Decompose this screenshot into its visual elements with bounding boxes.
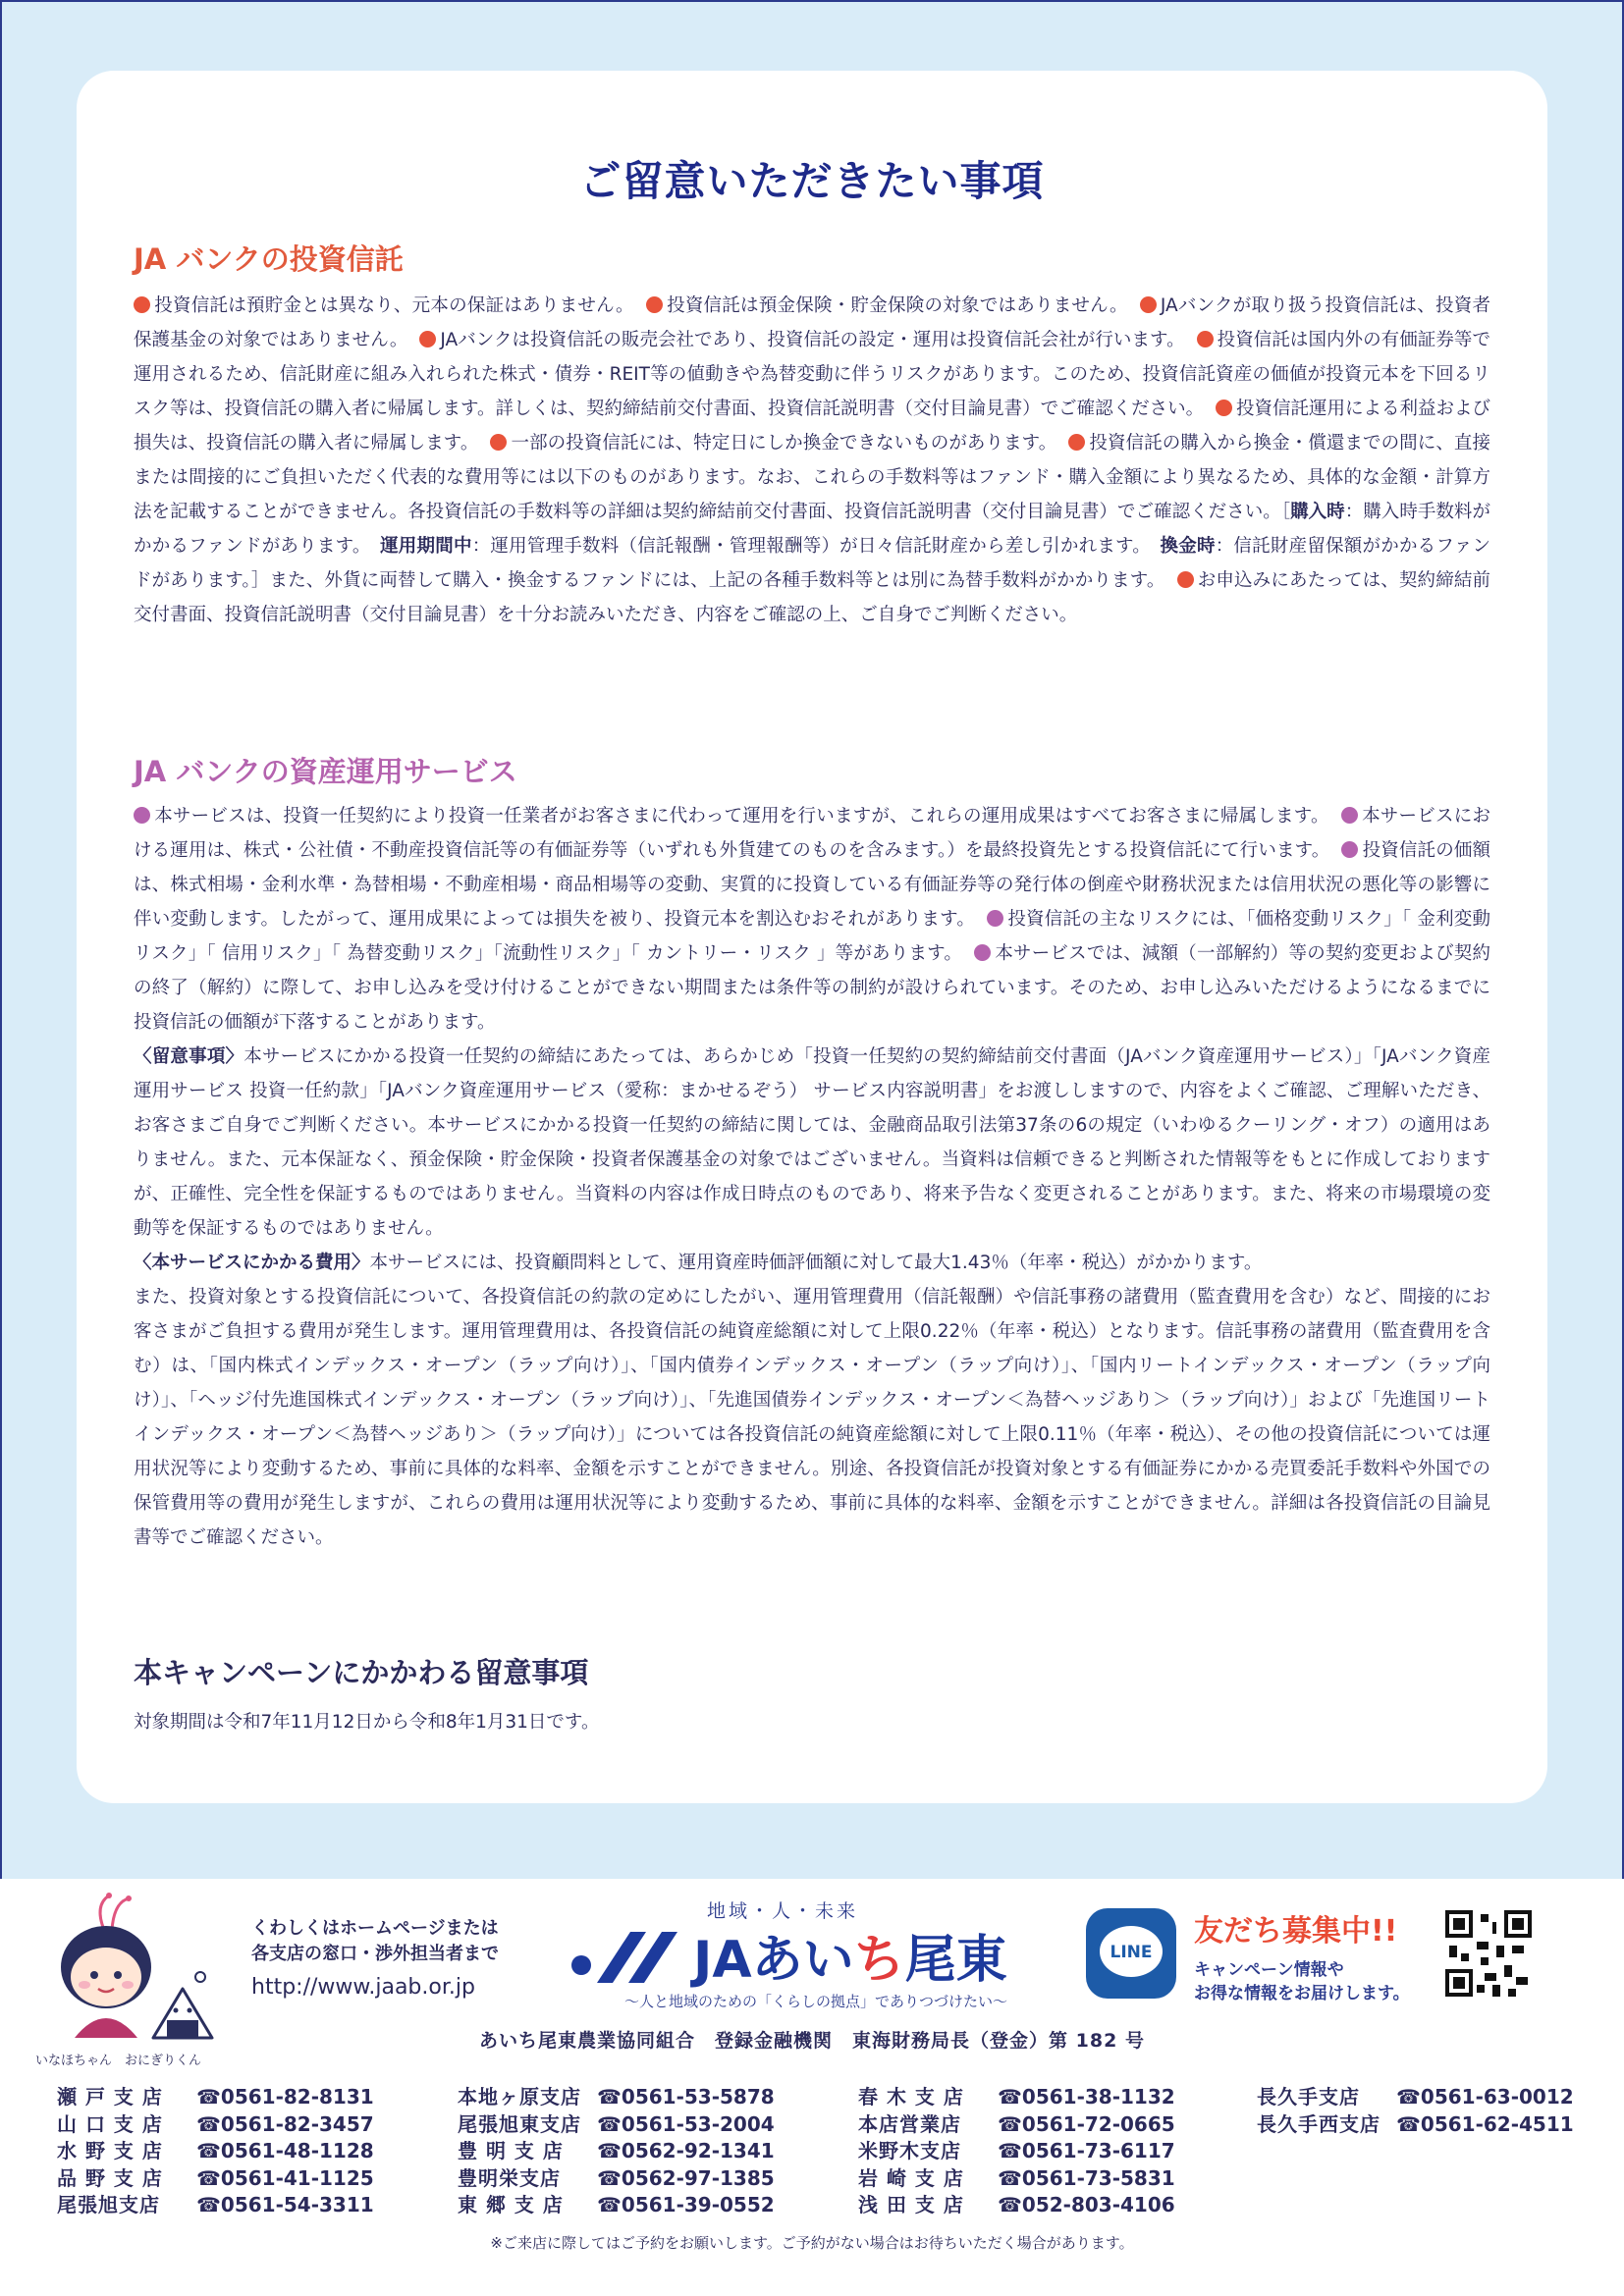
branch-row — [1257, 2081, 1574, 2109]
bullet-icon — [1341, 841, 1358, 858]
bullet-icon — [1140, 296, 1157, 313]
friends-sub-line2: お得な情報をお届けします。 — [1194, 1984, 1410, 2003]
bullet-icon — [1197, 331, 1214, 347]
logo-name-part: 尾東 — [904, 1931, 1007, 1990]
branch-row — [57, 2081, 374, 2109]
cost-label: 〈本サービスにかかる費用〉 — [134, 1253, 370, 1273]
note-text: 本サービスは、投資一任契約により投資一任業者がお客さまに代わって運用を行いますが、これらの運用成果はすべてお客さまに帰属します。 — [154, 806, 1329, 827]
ja-mark-icon — [568, 1926, 685, 1985]
branch-row — [458, 2109, 775, 2136]
branch-row — [858, 2081, 1175, 2109]
branch-directory — [0, 2081, 1624, 2218]
branch-name: 岩 崎 支 店 — [858, 2165, 964, 2190]
note-text: JAバンクが取り扱う投資信託は、投資者保護基金の対象ではありません。 — [134, 295, 1490, 350]
investment-trust-notes — [134, 289, 1490, 632]
logo-name-part: JAあい — [693, 1931, 854, 1990]
fee-text-holding: ：運用管理手数料（信託報酬・管理報酬等）が日々信託財産から差し引かれます。 — [471, 536, 1161, 557]
branch-row — [57, 2109, 374, 2136]
branch-phone[interactable]: ☎0561-39-0552 — [597, 2193, 775, 2216]
page-title: ご留意いただきたい事項 — [579, 157, 1045, 205]
branch-row — [57, 2189, 374, 2216]
branch-phone[interactable]: ☎0561-54-3311 — [196, 2193, 374, 2216]
bullet-icon — [134, 807, 150, 824]
fee-label-purchase: 購入時 — [1290, 502, 1345, 522]
branch-phone[interactable]: ☎0561-72-0665 — [998, 2111, 1175, 2136]
bullet-icon — [1068, 434, 1085, 451]
branch-phone[interactable]: ☎0561-48-1128 — [196, 2139, 374, 2163]
branch-name: 豊 明 支 店 — [458, 2139, 564, 2163]
branch-name: 春 木 支 店 — [858, 2085, 964, 2109]
website-link[interactable]: http://www.jaab.or.jp — [251, 1975, 475, 2000]
branch-row — [858, 2163, 1175, 2190]
branch-phone[interactable]: ☎0561-53-2004 — [597, 2111, 775, 2136]
note-text: 投資信託は国内外の有価証券等で運用されるため、信託財産に組み入れられた株式・債券・REIT等の値動きや為替変動に伴うリスクがあります。このため、投資信託資産の価値が投資元本を下回るリスク等は、投資信託の購入者に帰属します。詳しくは、契約締結前交付書面、投資信託説明書（交付目論見書）でご確認ください。 — [134, 330, 1490, 419]
branch-name: 浅 田 支 店 — [858, 2193, 964, 2216]
note-text: 投資信託運用による利益および損失は、投資信託の購入者に帰属します。 — [134, 399, 1490, 454]
friends-recruiting-title: 友だち募集中!! — [1194, 1914, 1398, 1949]
bullet-icon — [1341, 807, 1358, 824]
fee-label-redeem: 換金時 — [1160, 536, 1216, 557]
branch-row — [458, 2135, 775, 2163]
line-app-icon[interactable] — [1086, 1908, 1176, 1999]
cost-detail-text: また、投資対象とする投資信託について、各投資信託の約款の定めにしたがい、運用管理費用（信託報酬）や信託事務の諸費用（監査費用を含む）など、間接的にお客さまがご負担する費用が発生します。運用管理費用は、各投資信託の純資産総額に対して上限0.22％（年率・税込）となります。信託事務の諸費用（監査費用を含む）は、「国内株式インデックス・オープン（ラップ向け）」、「国内債券インデックス・オープン（ラップ向け）」、「国内リートインデックス・オープン（ラップ向け）」、「ヘッジ付先進国株式インデックス・オープン（ラップ向け）」、「先進国債券インデックス・オープン＜為替ヘッジあり＞（ラップ向け）」および「先進国リートインデックス・オープン＜為替ヘッジあり＞（ラップ向け）」については各投資信託の純資産総額に対して上限0.11％（年率・税込）、その他の投資信託については運用状況等により変動するため、事前に具体的な料率、金額を示すことができません。別途、各投資信託が投資対象とする有価証券にかかる売買委託手数料や外国での保管費用等の費用が発生しますが、これらの費用は運用状況等により変動するため、事前に具体的な料率、金額を示すことができません。詳細は各投資信託の目論見書等でご確認ください。 — [134, 1287, 1490, 1548]
bullet-icon — [490, 434, 507, 451]
branch-row — [858, 2135, 1175, 2163]
branch-row — [458, 2163, 775, 2190]
note-text: 本サービスにおける運用は、株式・公社債・不動産投資信託等の有価証券等（いずれも外貨建てのものを含みます。）を最終投資先とする投資信託にて行います。 — [134, 806, 1490, 861]
cost-text: 本サービスには、投資顧問料として、運用資産時価評価額に対して最大1.43％（年率・税込）がかかります。 — [369, 1253, 1263, 1273]
bullet-icon — [646, 296, 663, 313]
note-text: 投資信託の購入から換金・償還までの間に、直接または間接的にご負担いただく代表的な費用等には以下のものがあります。なお、これらの手数料等はファンド・購入金額により異なるため、具体的な金額・計算方法を記載することができません。各投資信託の手数料等の詳細は契約締結前交付書面、投資信託説明書（交付目論見書）でご確認ください。［ — [134, 433, 1490, 522]
branch-row — [458, 2081, 775, 2109]
note-text: 投資信託の主なリスクには、「価格変動リスク」「 金利変動リスク」「 信用リスク」「 為替変動リスク」「流動性リスク」「 カントリー・リスク 」等があります。 — [134, 909, 1490, 964]
asset-management-notes — [134, 799, 1490, 1555]
branch-name: 水 野 支 店 — [57, 2139, 163, 2163]
branch-phone[interactable]: ☎0561-53-5878 — [597, 2085, 775, 2109]
branch-phone[interactable]: ☎0561-73-5831 — [998, 2165, 1175, 2190]
branch-name: 尾張旭東支店 — [458, 2111, 581, 2136]
bullet-icon — [419, 331, 436, 347]
notice-text: 本サービスにかかる投資一任契約の締結にあたっては、あらかじめ「投資一任契約の契約締結前交付書面（JAバンク資産運用サービス）」「JAバンク資産運用サービス 投資一任約款」「JAバンク資産運用サービス（愛称：まかせるぞう） サービス内容説明書」をお渡ししますので、内容をよくご確認、ご理解いただき、お客さまご自身でご判断ください。本サービスにかかる投資一任契約の締結に関しては、金融商品取引法第37条の6の規定（いわゆるクーリング・オフ）の適用はありません。また、元本保証なく、預金保険・貯金保険・投資者保護基金の対象ではございません。当資料は信頼できると判断された情報等をもとに作成しておりますが、正確性、完全性を保証するものではありません。当資料の内容は作成日時点のものであり、将来予告なく変更されることがあります。また、将来の市場環境の変動等を保証するものではありません。 — [134, 1046, 1490, 1239]
ja-logo — [568, 1896, 1049, 2024]
branch-phone[interactable]: ☎0562-92-1341 — [597, 2139, 775, 2163]
bullet-icon — [134, 296, 150, 313]
branch-phone[interactable]: ☎0561-38-1132 — [998, 2085, 1175, 2109]
branch-name: 豊明栄支店 — [458, 2165, 561, 2190]
branch-column — [57, 2081, 374, 2216]
logo-tagline: 地域・人・未来 — [707, 1900, 859, 1922]
branch-row — [57, 2163, 374, 2190]
contact-info-line1: くわしくはホームページまたは — [251, 1918, 499, 1939]
branch-name: 長久手支店 — [1257, 2085, 1360, 2109]
notice-card — [77, 71, 1547, 1803]
branch-name: 本店営業店 — [858, 2111, 961, 2136]
bullet-icon — [974, 944, 991, 961]
line-label: LINE — [1110, 1943, 1153, 1962]
branch-phone[interactable]: ☎0561-41-1125 — [196, 2165, 374, 2190]
branch-name: 品 野 支 店 — [57, 2165, 163, 2190]
note-text: 投資信託は預金保険・貯金保険の対象ではありません。 — [666, 295, 1128, 316]
contact-info-line2: 各支店の窓口・渉外担当者まで — [251, 1944, 499, 1964]
logo-name-part: ち — [853, 1931, 905, 1990]
branch-name: 瀬 戸 支 店 — [57, 2085, 163, 2109]
branch-phone[interactable]: ☎0561-63-0012 — [1396, 2085, 1574, 2109]
branch-row — [858, 2109, 1175, 2136]
section-title-campaign: 本キャンペーンにかかわる留意事項 — [134, 1656, 589, 1689]
branch-phone[interactable]: ☎0562-97-1385 — [597, 2165, 775, 2190]
logo-name — [693, 1918, 1007, 1992]
note-text: 投資信託の価額は、株式相場・金利水準・為替相場・不動産相場・商品相場等の変動、実質的に投資している有価証券等の発行体の倒産や財務状況または信用状況の悪化等の影響に伴い変動します。したがって、運用成果によっては損失を被り、投資元本を割込むおそれがあります。 — [134, 840, 1490, 930]
fee-label-holding: 運用期間中 — [380, 536, 472, 557]
branch-phone[interactable]: ☎0561-82-8131 — [196, 2085, 374, 2109]
note-text: 本サービスでは、減額（一部解約）等の契約変更および契約の終了（解約）に際して、お申し込みを受け付けることができない期間または条件等の制約が設けられています。そのため、お申し込みいただけるようになるまでに投資信託の価額が下落することがあります。 — [134, 943, 1490, 1033]
branch-column — [1257, 2081, 1574, 2135]
branch-phone[interactable]: ☎052-803-4106 — [998, 2193, 1175, 2216]
branch-name: 米野木支店 — [858, 2139, 961, 2163]
fee-text-purchase: ：購入時手数料がかかるファンドがあります。 — [134, 502, 1490, 557]
branch-row — [458, 2189, 775, 2216]
branch-column — [858, 2081, 1175, 2216]
branch-row — [1257, 2109, 1574, 2136]
section-title-asset-management: JA バンクの資産運用サービス — [134, 755, 517, 788]
branch-phone[interactable]: ☎0561-73-6117 — [998, 2139, 1175, 2163]
note-text: 投資信託は預貯金とは異なり、元本の保証はありません。 — [154, 295, 634, 316]
bullet-icon — [987, 910, 1003, 927]
branch-phone[interactable]: ☎0561-82-3457 — [196, 2111, 374, 2136]
section-title-investment-trust: JA バンクの投資信託 — [134, 242, 404, 276]
reservation-footnote: ※ご来店に際してはご予約をお願いします。ご予約がない場合はお待ちいただく場合があります。 — [490, 2234, 1134, 2252]
qr-code-icon[interactable] — [1445, 1910, 1532, 1997]
branch-name: 長久手西支店 — [1257, 2111, 1380, 2136]
logo-slogan: 〜人と地域のための「くらしの拠点」でありつづけたい〜 — [624, 1993, 1008, 2010]
mascot-icon — [35, 1891, 232, 2048]
branch-column — [458, 2081, 775, 2216]
branch-phone[interactable]: ☎0561-62-4511 — [1396, 2111, 1574, 2136]
branch-name: 尾張旭支店 — [57, 2193, 160, 2216]
branch-name: 本地ヶ原支店 — [458, 2085, 581, 2109]
branch-name: 山 口 支 店 — [57, 2111, 163, 2136]
cooperative-registration: あいち尾東農業協同組合 登録金融機関 東海財務局長（登金）第 182 号 — [479, 2030, 1145, 2052]
branch-name: 東 郷 支 店 — [458, 2193, 564, 2216]
branch-row — [858, 2189, 1175, 2216]
footer — [0, 1879, 1624, 2296]
branch-row — [57, 2135, 374, 2163]
bullet-icon — [1177, 571, 1194, 588]
friends-sub-line1: キャンペーン情報や — [1194, 1960, 1344, 1980]
bullet-icon — [1216, 400, 1232, 416]
note-text: 一部の投資信託には、特定日にしか換金できないものがあります。 — [511, 433, 1057, 454]
fee-text-redeem: ：信託財産留保額がかかるファンドがあります。］また、外貨に両替して購入・換金するファンドには、上記の各種手数料等とは別に為替手数料がかかります。 — [134, 536, 1490, 591]
mascot-caption: いなほちゃん おにぎりくん — [35, 2054, 202, 2068]
notice-label: 〈留意事項〉 — [134, 1046, 244, 1067]
campaign-period-text: 対象期間は令和7年11月12日から令和8年1月31日です。 — [134, 1712, 600, 1733]
note-text: お申込みにあたっては、契約締結前交付書面、投資信託説明書（交付目論見書）を十分お読みいただき、内容をご確認の上、ご自身でご判断ください。 — [134, 570, 1490, 625]
note-text: JAバンクは投資信託の販売会社であり、投資信託の設定・運用は投資信託会社が行います。 — [440, 330, 1185, 350]
